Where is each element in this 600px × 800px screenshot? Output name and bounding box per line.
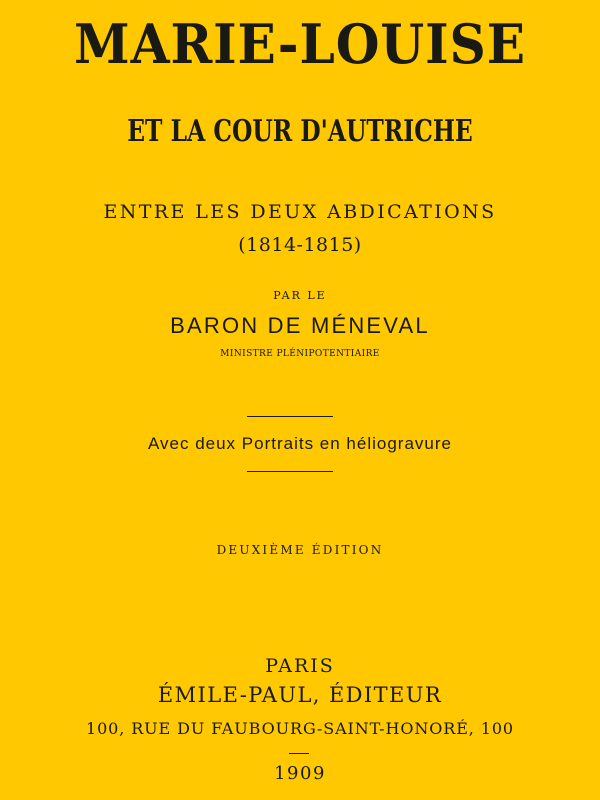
edition-label: DEUXIÈME ÉDITION — [216, 543, 384, 557]
author-title: MINISTRE PLÉNIPOTENTIAIRE — [220, 349, 380, 359]
book-subtitle: ET LA COUR D'AUTRICHE — [127, 114, 473, 149]
publisher-name: ÉMILE-PAUL, ÉDITEUR — [157, 683, 443, 707]
period-years: (1814-1815) — [238, 234, 362, 256]
publication-city: PARIS — [265, 655, 335, 677]
author-name: BARON DE MÉNEVAL — [170, 313, 430, 338]
illustrations-note: Avec deux Portraits en héliogravure — [147, 434, 452, 453]
year-dash — [289, 753, 309, 754]
by-line: PAR LE — [273, 289, 327, 302]
divider-bottom — [247, 471, 333, 472]
period-description: ENTRE LES DEUX ABDICATIONS — [103, 201, 497, 223]
book-title: MARIE-LOUISE — [74, 12, 526, 76]
publisher-address: 100, RUE DU FAUBOURG-SAINT-HONORÉ, 100 — [85, 719, 515, 738]
divider-top — [247, 416, 333, 417]
publication-year: 1909 — [274, 763, 326, 784]
